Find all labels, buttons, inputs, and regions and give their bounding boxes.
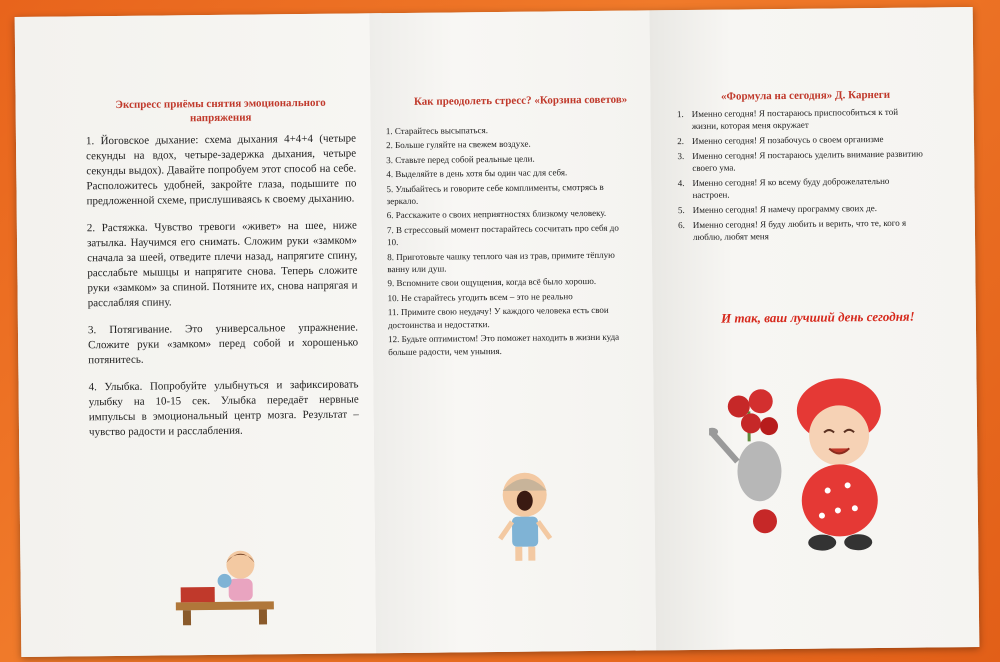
- advice-item: 7. В стрессовый момент постарайтесь сосчитать про себя до 10.: [386, 222, 619, 248]
- exercises-title: Экспресс приёмы снятия эмоционального напряжения: [115, 96, 326, 125]
- advice-item: 12. Будьте оптимистом! Это поможет находить в жизни куда больше радости, чем уныния.: [388, 331, 620, 357]
- advice-item: 9. Вспомните свои ощущения, когда всё было хорошо.: [387, 276, 597, 289]
- carnegie-title: «Формула на сегодня» Д. Карнеги: [720, 88, 891, 103]
- advice-item: 1. Старайтесь высыпаться.: [385, 125, 489, 137]
- exercise-paragraph: 1. Йоговское дыхание: схема дыхания 4+4+4 (четыре секунды на вдох, четыре-задержка дыхания, четыре секунды выдох). Давайте попробуем этот способ на себе. Расположитесь удобней, закройте глаза, подышите по предложенной схеме, прислушиваясь к своему дыханию.: [85, 132, 357, 208]
- carnegie-item: 3. Именно сегодня! Я постараюсь уделить внимание развитию своего ума.: [677, 148, 923, 173]
- advice-item: 5. Улыбайтесь и говорите себе комплименты, смотрясь в зеркало.: [386, 181, 604, 207]
- panel-carnegie: [650, 7, 980, 650]
- panel-exercises: [15, 13, 377, 657]
- exercise-paragraph: 2. Растяжка. Чувство тревоги «живет» на шее, ниже затылка. Научимся его снимать. Сложим руки «замком» сначала за шеей, отведите плечи назад, напрягите спину, расслабьте мышцы и напрягите снова. Теперь сложите руки «замком» за спиной. Потяните их, снова напрягая и расслабляя спину.: [86, 219, 358, 310]
- crying-child-illustration: [489, 466, 560, 567]
- carnegie-item: 5. Именно сегодня! Я намечу программу своих де.: [677, 203, 877, 216]
- carnegie-item: 4. Именно сегодня! Я ко всему буду доброжелательно настроен.: [677, 175, 890, 200]
- carnegie-list: [666, 105, 927, 246]
- girl-with-watering-can-illustration: [708, 370, 920, 562]
- panel-advice: [370, 10, 657, 653]
- advice-item: 2. Больше гуляйте на свежем воздухе.: [385, 139, 531, 151]
- advice-item: 8. Приготовьте чашку теплого чая из трав, примите тёплую ванну или душ.: [387, 249, 615, 275]
- exercise-paragraph: 3. Потягивание. Это универсальное упражнение. Сложите руки «замком» перед собой и хорошенько потянитесь.: [87, 321, 359, 367]
- advice-item: 11. Примите свою неудачу! У каждого человека есть свои достоинства и недостатки.: [387, 305, 609, 330]
- closing-slogan: И так, ваш лучший день сегодня!: [721, 308, 915, 326]
- exercises-body: [86, 131, 359, 452]
- carnegie-item: 6. Именно сегодня! Я буду любить и верить, что те, кого я люблю, любят меня: [678, 217, 907, 242]
- girl-on-bench-illustration: [170, 546, 281, 627]
- advice-item: 4. Выделяйте в день хотя бы один час для себя.: [386, 167, 568, 180]
- advice-item: 10. Не старайтесь угодить всем – это не реально: [387, 291, 573, 304]
- carnegie-item: 2. Именно сегодня! Я позабочусь о своем организме: [677, 133, 884, 147]
- carnegie-item: 1. Именно сегодня! Я постараюсь приспособиться к той жизни, которая меня окружает: [676, 106, 899, 131]
- advice-title: Как преодолеть стресс? «Корзина советов»: [413, 93, 628, 108]
- advice-item: 6. Расскажите о своих неприятностях близкому человеку.: [386, 208, 607, 221]
- advice-list: [386, 123, 633, 360]
- exercise-paragraph: 4. Улыбка. Попробуйте улыбнуться и зафиксировать улыбку на 10-15 сек. Улыбка передаёт нервные импульсы в эмоциональный центр мозга. Результат – чувство радости и расслабления.: [88, 378, 359, 439]
- brochure-sheet: [15, 7, 980, 657]
- advice-item: 3. Ставьте перед собой реальные цели.: [386, 153, 535, 165]
